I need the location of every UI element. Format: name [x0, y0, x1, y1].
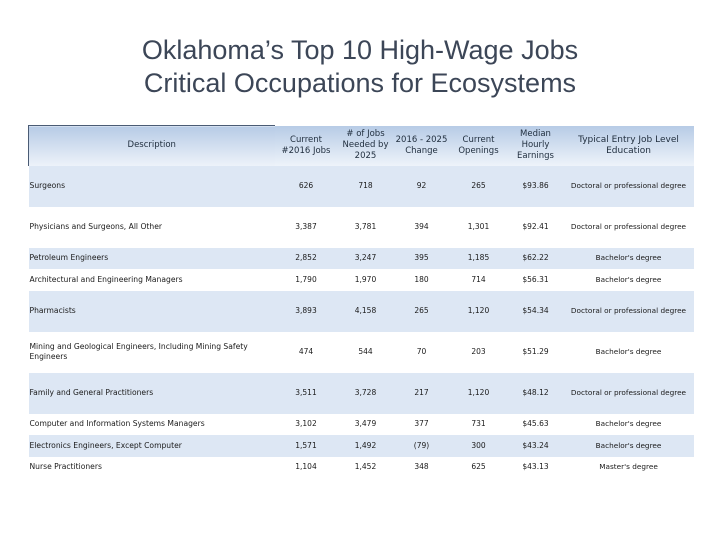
- cell-description: Petroleum Engineers: [29, 248, 275, 270]
- cell-jobs-needed: 3,781: [338, 207, 394, 248]
- cell-earnings: $43.24: [508, 435, 564, 457]
- cell-openings: 714: [450, 269, 508, 291]
- cell-openings: 1,120: [450, 291, 508, 332]
- cell-current-jobs: 3,102: [275, 414, 338, 436]
- cell-education: Doctoral or professional degree: [564, 166, 694, 207]
- cell-description: Mining and Geological Engineers, Including Mining Safety Engineers: [29, 332, 275, 373]
- table-row: [29, 207, 694, 248]
- cell-description: Physicians and Surgeons, All Other: [29, 207, 275, 248]
- cell-education: Doctoral or professional degree: [564, 373, 694, 414]
- cell-education: Bachelor's degree: [564, 248, 694, 270]
- table-row: [29, 414, 694, 436]
- cell-change: 348: [394, 457, 450, 479]
- header-current-jobs: Current #2016 Jobs: [275, 126, 338, 166]
- cell-jobs-needed: 3,479: [338, 414, 394, 436]
- cell-jobs-needed: 3,247: [338, 248, 394, 270]
- header-jobs-needed: # of Jobs Needed by 2025: [338, 126, 394, 166]
- cell-education: Master's degree: [564, 457, 694, 479]
- cell-earnings: $92.41: [508, 207, 564, 248]
- cell-earnings: $56.31: [508, 269, 564, 291]
- cell-education: Bachelor's degree: [564, 269, 694, 291]
- cell-change: 217: [394, 373, 450, 414]
- table-row: [29, 269, 694, 291]
- table-row: [29, 291, 694, 332]
- cell-description: Family and General Practitioners: [29, 373, 275, 414]
- cell-current-jobs: 474: [275, 332, 338, 373]
- cell-change: 92: [394, 166, 450, 207]
- cell-jobs-needed: 718: [338, 166, 394, 207]
- table-header-row: [29, 126, 694, 166]
- cell-jobs-needed: 4,158: [338, 291, 394, 332]
- cell-openings: 203: [450, 332, 508, 373]
- cell-earnings: $54.34: [508, 291, 564, 332]
- cell-openings: 1,185: [450, 248, 508, 270]
- header-openings: Current Openings: [450, 126, 508, 166]
- cell-openings: 265: [450, 166, 508, 207]
- cell-description: Electronics Engineers, Except Computer: [29, 435, 275, 457]
- header-earnings: Median Hourly Earnings: [508, 126, 564, 166]
- cell-current-jobs: 1,104: [275, 457, 338, 479]
- cell-education: Bachelor's degree: [564, 435, 694, 457]
- header-change: 2016 - 2025 Change: [394, 126, 450, 166]
- cell-description: Nurse Practitioners: [29, 457, 275, 479]
- cell-earnings: $93.86: [508, 166, 564, 207]
- cell-education: Bachelor's degree: [564, 414, 694, 436]
- cell-description: Surgeons: [29, 166, 275, 207]
- cell-current-jobs: 3,511: [275, 373, 338, 414]
- cell-jobs-needed: 1,452: [338, 457, 394, 479]
- cell-change: 394: [394, 207, 450, 248]
- cell-openings: 731: [450, 414, 508, 436]
- cell-change: 265: [394, 291, 450, 332]
- cell-description: Pharmacists: [29, 291, 275, 332]
- cell-education: Doctoral or professional degree: [564, 291, 694, 332]
- page-title: Oklahoma’s Top 10 High-Wage Jobs: [141, 35, 579, 65]
- cell-earnings: $45.63: [508, 414, 564, 436]
- cell-jobs-needed: 3,728: [338, 373, 394, 414]
- cell-earnings: $48.12: [508, 373, 564, 414]
- header-description: Description: [29, 126, 275, 166]
- cell-description: Computer and Information Systems Managers: [29, 414, 275, 436]
- table-row: [29, 373, 694, 414]
- cell-current-jobs: 1,790: [275, 269, 338, 291]
- cell-change: 180: [394, 269, 450, 291]
- cell-earnings: $43.13: [508, 457, 564, 479]
- cell-jobs-needed: 544: [338, 332, 394, 373]
- cell-current-jobs: 626: [275, 166, 338, 207]
- table-row: [29, 457, 694, 479]
- cell-education: Bachelor's degree: [564, 332, 694, 373]
- cell-description: Architectural and Engineering Managers: [29, 269, 275, 291]
- cell-openings: 300: [450, 435, 508, 457]
- table-row: [29, 248, 694, 270]
- cell-current-jobs: 2,852: [275, 248, 338, 270]
- cell-openings: 1,301: [450, 207, 508, 248]
- cell-education: Doctoral or professional degree: [564, 207, 694, 248]
- cell-jobs-needed: 1,970: [338, 269, 394, 291]
- cell-earnings: $51.29: [508, 332, 564, 373]
- cell-openings: 1,120: [450, 373, 508, 414]
- cell-change: 70: [394, 332, 450, 373]
- cell-jobs-needed: 1,492: [338, 435, 394, 457]
- page-subtitle: Critical Occupations for Ecosystems: [143, 68, 577, 98]
- cell-change: 377: [394, 414, 450, 436]
- cell-change: 395: [394, 248, 450, 270]
- cell-openings: 625: [450, 457, 508, 479]
- high-wage-jobs-table: [28, 125, 694, 478]
- table-row: [29, 166, 694, 207]
- table-row: [29, 332, 694, 373]
- cell-current-jobs: 3,893: [275, 291, 338, 332]
- cell-current-jobs: 3,387: [275, 207, 338, 248]
- cell-change: (79): [394, 435, 450, 457]
- table-row: [29, 435, 694, 457]
- cell-earnings: $62.22: [508, 248, 564, 270]
- header-education: Typical Entry Job Level Education: [564, 126, 694, 166]
- cell-current-jobs: 1,571: [275, 435, 338, 457]
